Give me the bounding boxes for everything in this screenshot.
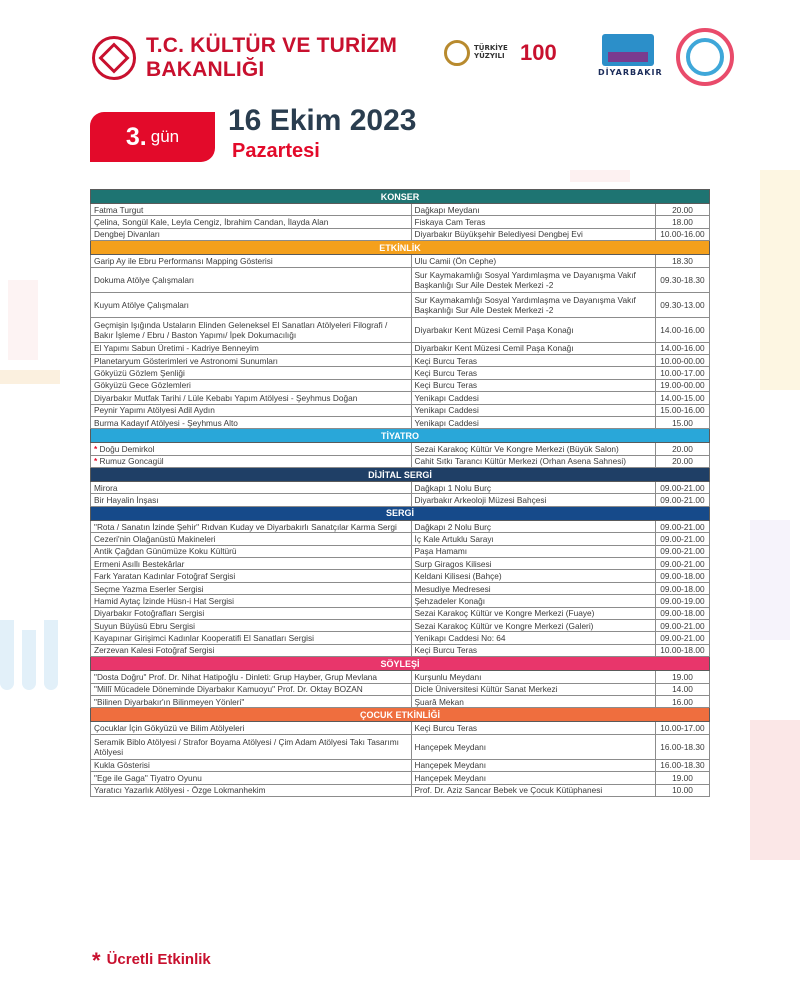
sur-logo-city: DİYARBAKIR	[598, 68, 663, 77]
paid-marker-icon: *	[94, 443, 98, 454]
event-name: Fark Yaratan Kadınlar Fotoğraf Sergisi	[94, 571, 236, 582]
venue-cell: Fiskaya Cam Teras	[411, 216, 655, 228]
event-cell	[91, 267, 412, 292]
event-cell	[91, 545, 412, 557]
paid-marker-icon: *	[94, 456, 98, 467]
table-row	[91, 317, 710, 342]
table-row	[91, 379, 710, 391]
sur-logo-icon	[602, 34, 654, 66]
time-cell: 19.00	[655, 772, 709, 784]
centenary-text: TÜRKİYE YÜZYILI	[474, 44, 508, 60]
event-cell	[91, 619, 412, 631]
event-cell	[91, 342, 412, 354]
event-cell	[91, 595, 412, 607]
time-cell: 14.00-16.00	[655, 317, 709, 342]
table-row	[91, 784, 710, 796]
section-title: KONSER	[91, 190, 710, 204]
event-cell	[91, 533, 412, 545]
venue-cell: Hançepek Meydanı	[411, 734, 655, 759]
event-name: Kayapınar Girişimci Kadınlar Kooperatifi El Sanatları Sergisi	[94, 633, 314, 644]
section-header	[91, 190, 710, 204]
venue-cell: Dicle Üniversitesi Kültür Sanat Merkezi	[411, 683, 655, 695]
event-cell	[91, 367, 412, 379]
decor-bar	[44, 620, 58, 690]
event-cell	[91, 520, 412, 532]
event-cell	[91, 416, 412, 428]
time-cell: 09.00-21.00	[655, 632, 709, 644]
event-name: Çocuklar İçin Gökyüzü ve Bilim Atölyeleri	[94, 723, 245, 734]
centenary-logo	[440, 38, 570, 72]
event-cell	[91, 683, 412, 695]
venue-cell: Dağkapı 2 Nolu Burç	[411, 520, 655, 532]
time-cell: 10.00-00.00	[655, 354, 709, 366]
time-cell: 09.00-21.00	[655, 482, 709, 494]
venue-cell: Diyarbakır Kent Müzesi Cemil Paşa Konağı	[411, 317, 655, 342]
decor-block	[760, 170, 800, 390]
section-title: TİYATRO	[91, 429, 710, 443]
time-cell: 09.00-21.00	[655, 520, 709, 532]
event-cell	[91, 443, 412, 455]
venue-cell: Hançepek Meydanı	[411, 772, 655, 784]
event-name: Diyarbakır Mutfak Tarihi / Lüle Kebabı Yapım Atölyesi - Şeyhmus Doğan	[94, 392, 358, 403]
venue-cell: Kurşunlu Meydanı	[411, 671, 655, 683]
venue-cell: Cahit Sıtkı Tarancı Kültür Merkezi (Orhan Asena Sahnesi)	[411, 455, 655, 467]
event-name: Hamid Aytaç İzinde Hüsn-i Hat Sergisi	[94, 595, 235, 606]
table-row	[91, 204, 710, 216]
event-cell	[91, 734, 412, 759]
event-cell	[91, 671, 412, 683]
decor-block	[750, 720, 800, 860]
event-cell	[91, 494, 412, 506]
time-cell: 15.00-16.00	[655, 404, 709, 416]
day-badge	[90, 112, 215, 162]
event-name: Mirora	[94, 482, 118, 493]
event-cell	[91, 558, 412, 570]
event-cell	[91, 292, 412, 317]
time-cell: 18.00	[655, 216, 709, 228]
section-title: SERGİ	[91, 506, 710, 520]
section-title: SÖYLEŞİ	[91, 657, 710, 671]
event-cell	[91, 582, 412, 594]
event-name: Cezeri'nin Olağanüstü Makineleri	[94, 533, 216, 544]
table-row	[91, 607, 710, 619]
venue-cell: Sezai Karakoç Kültür ve Kongre Merkezi (Fuaye)	[411, 607, 655, 619]
event-cell	[91, 255, 412, 267]
table-row	[91, 392, 710, 404]
ministry-emblem-icon	[92, 36, 136, 80]
decor-block	[750, 520, 790, 640]
venue-cell: Yenikapı Caddesi	[411, 392, 655, 404]
sur-kultur-yolu-logo	[598, 34, 663, 80]
table-row	[91, 404, 710, 416]
venue-cell: Sezai Karakoç Kültür ve Kongre Merkezi (Galeri)	[411, 619, 655, 631]
event-name: Gökyüzü Gece Gözlemleri	[94, 380, 191, 391]
table-row	[91, 570, 710, 582]
event-name: Kuyum Atölye Çalışmaları	[94, 299, 189, 310]
venue-cell: Şuarâ Mekan	[411, 695, 655, 707]
table-row	[91, 632, 710, 644]
venue-cell: Yenikapı Caddesi	[411, 416, 655, 428]
section-header	[91, 241, 710, 255]
event-name: Kukla Gösterisi	[94, 760, 150, 771]
time-cell: 14.00	[655, 683, 709, 695]
time-cell: 20.00	[655, 204, 709, 216]
event-name: Seçme Yazma Eserler Sergisi	[94, 583, 204, 594]
time-cell: 20.00	[655, 455, 709, 467]
table-row	[91, 558, 710, 570]
time-cell: 09.00-21.00	[655, 494, 709, 506]
event-name: Bir Hayalin İnşası	[94, 495, 159, 506]
event-cell	[91, 317, 412, 342]
ministry-title-line2: BAKANLIĞI	[146, 58, 265, 81]
time-cell: 09.00-18.00	[655, 582, 709, 594]
event-name: "Ege ile Gaga" Tiyatro Oyunu	[94, 772, 202, 783]
venue-cell: Dağkapı Meydanı	[411, 204, 655, 216]
event-cell	[91, 695, 412, 707]
weekday: Pazartesi	[232, 140, 320, 162]
venue-cell: Sur Kaymakamlığı Sosyal Yardımlaşma ve Dayanışma Vakıf Başkanlığı Sur Aile Destek Merkezi -2	[411, 292, 655, 317]
day-word: gün	[150, 127, 180, 146]
time-cell: 09.00-21.00	[655, 545, 709, 557]
table-row	[91, 482, 710, 494]
table-row	[91, 342, 710, 354]
venue-cell: Paşa Hamamı	[411, 545, 655, 557]
decor-bar	[570, 170, 630, 182]
table-row	[91, 228, 710, 240]
time-cell: 10.00	[655, 784, 709, 796]
time-cell: 10.00-18.00	[655, 644, 709, 656]
table-row	[91, 443, 710, 455]
time-cell: 16.00-18.30	[655, 759, 709, 771]
time-cell: 14.00-16.00	[655, 342, 709, 354]
decor-block	[8, 280, 38, 360]
event-name: Suyun Büyüsü Ebru Sergisi	[94, 620, 196, 631]
event-name: Fatma Turgut	[94, 204, 144, 215]
time-cell: 09.30-13.00	[655, 292, 709, 317]
event-name: Peynir Yapımı Atölyesi Adil Aydın	[94, 405, 215, 416]
event-cell	[91, 784, 412, 796]
event-name: Seramik Biblo Atölyesi / Strafor Boyama Atölyesi / Çim Adam Atölyesi Takı Tasarımı Atölyesi	[94, 736, 399, 757]
table-row	[91, 619, 710, 631]
event-name: Doğu Demirkol	[99, 443, 155, 454]
event-name: Çelina, Songül Kale, Leyla Cengiz, İbrahim Candan, İlayda Alan	[94, 217, 329, 228]
ministry-title-line1: T.C. KÜLTÜR VE TURİZM	[146, 34, 398, 57]
table-row	[91, 582, 710, 594]
table-row	[91, 520, 710, 532]
decor-bar	[22, 630, 36, 690]
venue-cell: Yenikapı Caddesi No: 64	[411, 632, 655, 644]
section-header	[91, 657, 710, 671]
table-row	[91, 455, 710, 467]
time-cell: 19.00-00.00	[655, 379, 709, 391]
event-name: Dengbej Divanları	[94, 229, 160, 240]
venue-cell: Keçi Burcu Teras	[411, 354, 655, 366]
venue-cell: Keldani Kilisesi (Bahçe)	[411, 570, 655, 582]
venue-cell: Diyarbakır Kent Müzesi Cemil Paşa Konağı	[411, 342, 655, 354]
table-row	[91, 772, 710, 784]
time-cell: 18.30	[655, 255, 709, 267]
venue-cell: Yenikapı Caddesi	[411, 404, 655, 416]
event-name: Antik Çağdan Günümüze Koku Kültürü	[94, 546, 237, 557]
table-row	[91, 494, 710, 506]
event-name: Diyarbakır Fotoğrafları Sergisi	[94, 608, 205, 619]
venue-cell: Şehzadeler Konağı	[411, 595, 655, 607]
time-cell: 20.00	[655, 443, 709, 455]
crescent-icon	[444, 40, 470, 66]
table-row	[91, 644, 710, 656]
paid-asterisk-icon: *	[92, 948, 101, 973]
time-cell: 10.00-17.00	[655, 367, 709, 379]
table-row	[91, 759, 710, 771]
time-cell: 14.00-15.00	[655, 392, 709, 404]
venue-cell: Hançepek Meydanı	[411, 759, 655, 771]
event-name: Rumuz Goncagül	[99, 456, 164, 467]
time-cell: 16.00	[655, 695, 709, 707]
paid-event-label: Ücretli Etkinlik	[106, 951, 211, 968]
event-cell	[91, 644, 412, 656]
decor-bar	[0, 620, 14, 690]
venue-cell: Surp Giragos Kilisesi	[411, 558, 655, 570]
event-cell	[91, 632, 412, 644]
event-name: Planetaryum Gösterimleri ve Astronomi Sunumları	[94, 355, 278, 366]
time-cell: 10.00-16.00	[655, 228, 709, 240]
event-name: Garip Ay ile Ebru Performansı Mapping Gösterisi	[94, 255, 273, 266]
event-name: Gökyüzü Gözlem Şenliği	[94, 368, 185, 379]
event-name: "Bilinen Diyarbakır'ın Bilinmeyen Yönleri"	[94, 696, 245, 707]
event-cell	[91, 379, 412, 391]
event-cell	[91, 392, 412, 404]
table-row	[91, 695, 710, 707]
event-cell	[91, 455, 412, 467]
venue-cell: Diyarbakır Büyükşehir Belediyesi Dengbej Evi	[411, 228, 655, 240]
day-number: 3.	[125, 122, 147, 151]
table-row	[91, 367, 710, 379]
table-row	[91, 216, 710, 228]
event-cell	[91, 354, 412, 366]
event-name: "Rota / Sanatın İzinde Şehir" Rıdvan Kuday ve Diyarbakırlı Sanatçılar Karma Sergi	[94, 521, 397, 532]
table-row	[91, 354, 710, 366]
event-cell	[91, 482, 412, 494]
section-title: DİJİTAL SERGİ	[91, 468, 710, 482]
event-name: Burma Kadayıf Atölyesi - Şeyhmus Alto	[94, 417, 238, 428]
table-row	[91, 255, 710, 267]
table-row	[91, 683, 710, 695]
event-cell	[91, 722, 412, 734]
section-header	[91, 468, 710, 482]
section-title: ETKİNLİK	[91, 241, 710, 255]
venue-cell: Keçi Burcu Teras	[411, 379, 655, 391]
time-cell: 09.00-19.00	[655, 595, 709, 607]
event-name: "Dosta Doğru" Prof. Dr. Nihat Hatipoğlu - Dinleti: Grup Hayber, Grup Mevlana	[94, 671, 378, 682]
table-row	[91, 416, 710, 428]
table-row	[91, 533, 710, 545]
table-row	[91, 671, 710, 683]
table-row	[91, 292, 710, 317]
venue-cell: Keçi Burcu Teras	[411, 722, 655, 734]
section-header	[91, 506, 710, 520]
table-row	[91, 734, 710, 759]
time-cell: 09.00-18.00	[655, 607, 709, 619]
time-cell: 16.00-18.30	[655, 734, 709, 759]
event-cell	[91, 607, 412, 619]
event-name: Ermeni Asıllı Bestekârlar	[94, 558, 185, 569]
date-title: 16 Ekim 2023	[228, 104, 417, 137]
event-name: Zerzevan Kalesi Fotoğraf Sergisi	[94, 645, 215, 656]
venue-cell: Sezai Karakoç Kültür Ve Kongre Merkezi (Büyük Salon)	[411, 443, 655, 455]
paid-event-note	[92, 948, 211, 974]
event-name: El Yapımı Sabun Üretimi - Kadriye Benneyim	[94, 343, 259, 354]
event-name: Dokuma Atölye Çalışmaları	[94, 274, 195, 285]
event-cell	[91, 772, 412, 784]
event-cell	[91, 204, 412, 216]
section-title: ÇOCUK ETKİNLİĞİ	[91, 708, 710, 722]
table-row	[91, 267, 710, 292]
event-name: "Millî Mücadele Döneminde Diyarbakır Kamuoyu" Prof. Dr. Oktay BOZAN	[94, 684, 363, 695]
time-cell: 09.00-21.00	[655, 533, 709, 545]
venue-cell: İç Kale Artuklu Sarayı	[411, 533, 655, 545]
table-row	[91, 722, 710, 734]
schedule-body	[91, 190, 710, 797]
section-header	[91, 429, 710, 443]
venue-cell: Diyarbakır Arkeoloji Müzesi Bahçesi	[411, 494, 655, 506]
venue-cell: Mesudiye Medresesi	[411, 582, 655, 594]
event-cell	[91, 228, 412, 240]
centenary-number: 100	[520, 40, 557, 65]
venue-cell: Keçi Burcu Teras	[411, 367, 655, 379]
time-cell: 19.00	[655, 671, 709, 683]
table-row	[91, 545, 710, 557]
time-cell: 15.00	[655, 416, 709, 428]
ministry-title	[146, 34, 397, 82]
schedule-table	[90, 189, 710, 797]
time-cell: 09.00-21.00	[655, 558, 709, 570]
time-cell: 09.30-18.30	[655, 267, 709, 292]
event-name: Yaratıcı Yazarlık Atölyesi - Özge Lokmanhekim	[94, 785, 266, 796]
decor-bar	[0, 370, 60, 384]
event-cell	[91, 216, 412, 228]
event-name: Geçmişin Işığında Ustaların Elinden Geleneksel El Sanatları Atölyeleri Filografi / Bakır İşleme / Ebru / Baston Yapımı/ İpek Dokumacılığı	[94, 319, 388, 340]
venue-cell: Keçi Burcu Teras	[411, 644, 655, 656]
time-cell: 10.00-17.00	[655, 722, 709, 734]
event-cell	[91, 759, 412, 771]
venue-cell: Dağkapı 1 Nolu Burç	[411, 482, 655, 494]
table-row	[91, 595, 710, 607]
festival-logo-icon	[676, 28, 734, 86]
time-cell: 09.00-18.00	[655, 570, 709, 582]
event-cell	[91, 570, 412, 582]
event-cell	[91, 404, 412, 416]
venue-cell: Prof. Dr. Aziz Sancar Bebek ve Çocuk Kütüphanesi	[411, 784, 655, 796]
venue-cell: Sur Kaymakamlığı Sosyal Yardımlaşma ve Dayanışma Vakıf Başkanlığı Sur Aile Destek Merkezi -2	[411, 267, 655, 292]
section-header	[91, 708, 710, 722]
time-cell: 09.00-21.00	[655, 619, 709, 631]
venue-cell: Ulu Camii (Ön Cephe)	[411, 255, 655, 267]
